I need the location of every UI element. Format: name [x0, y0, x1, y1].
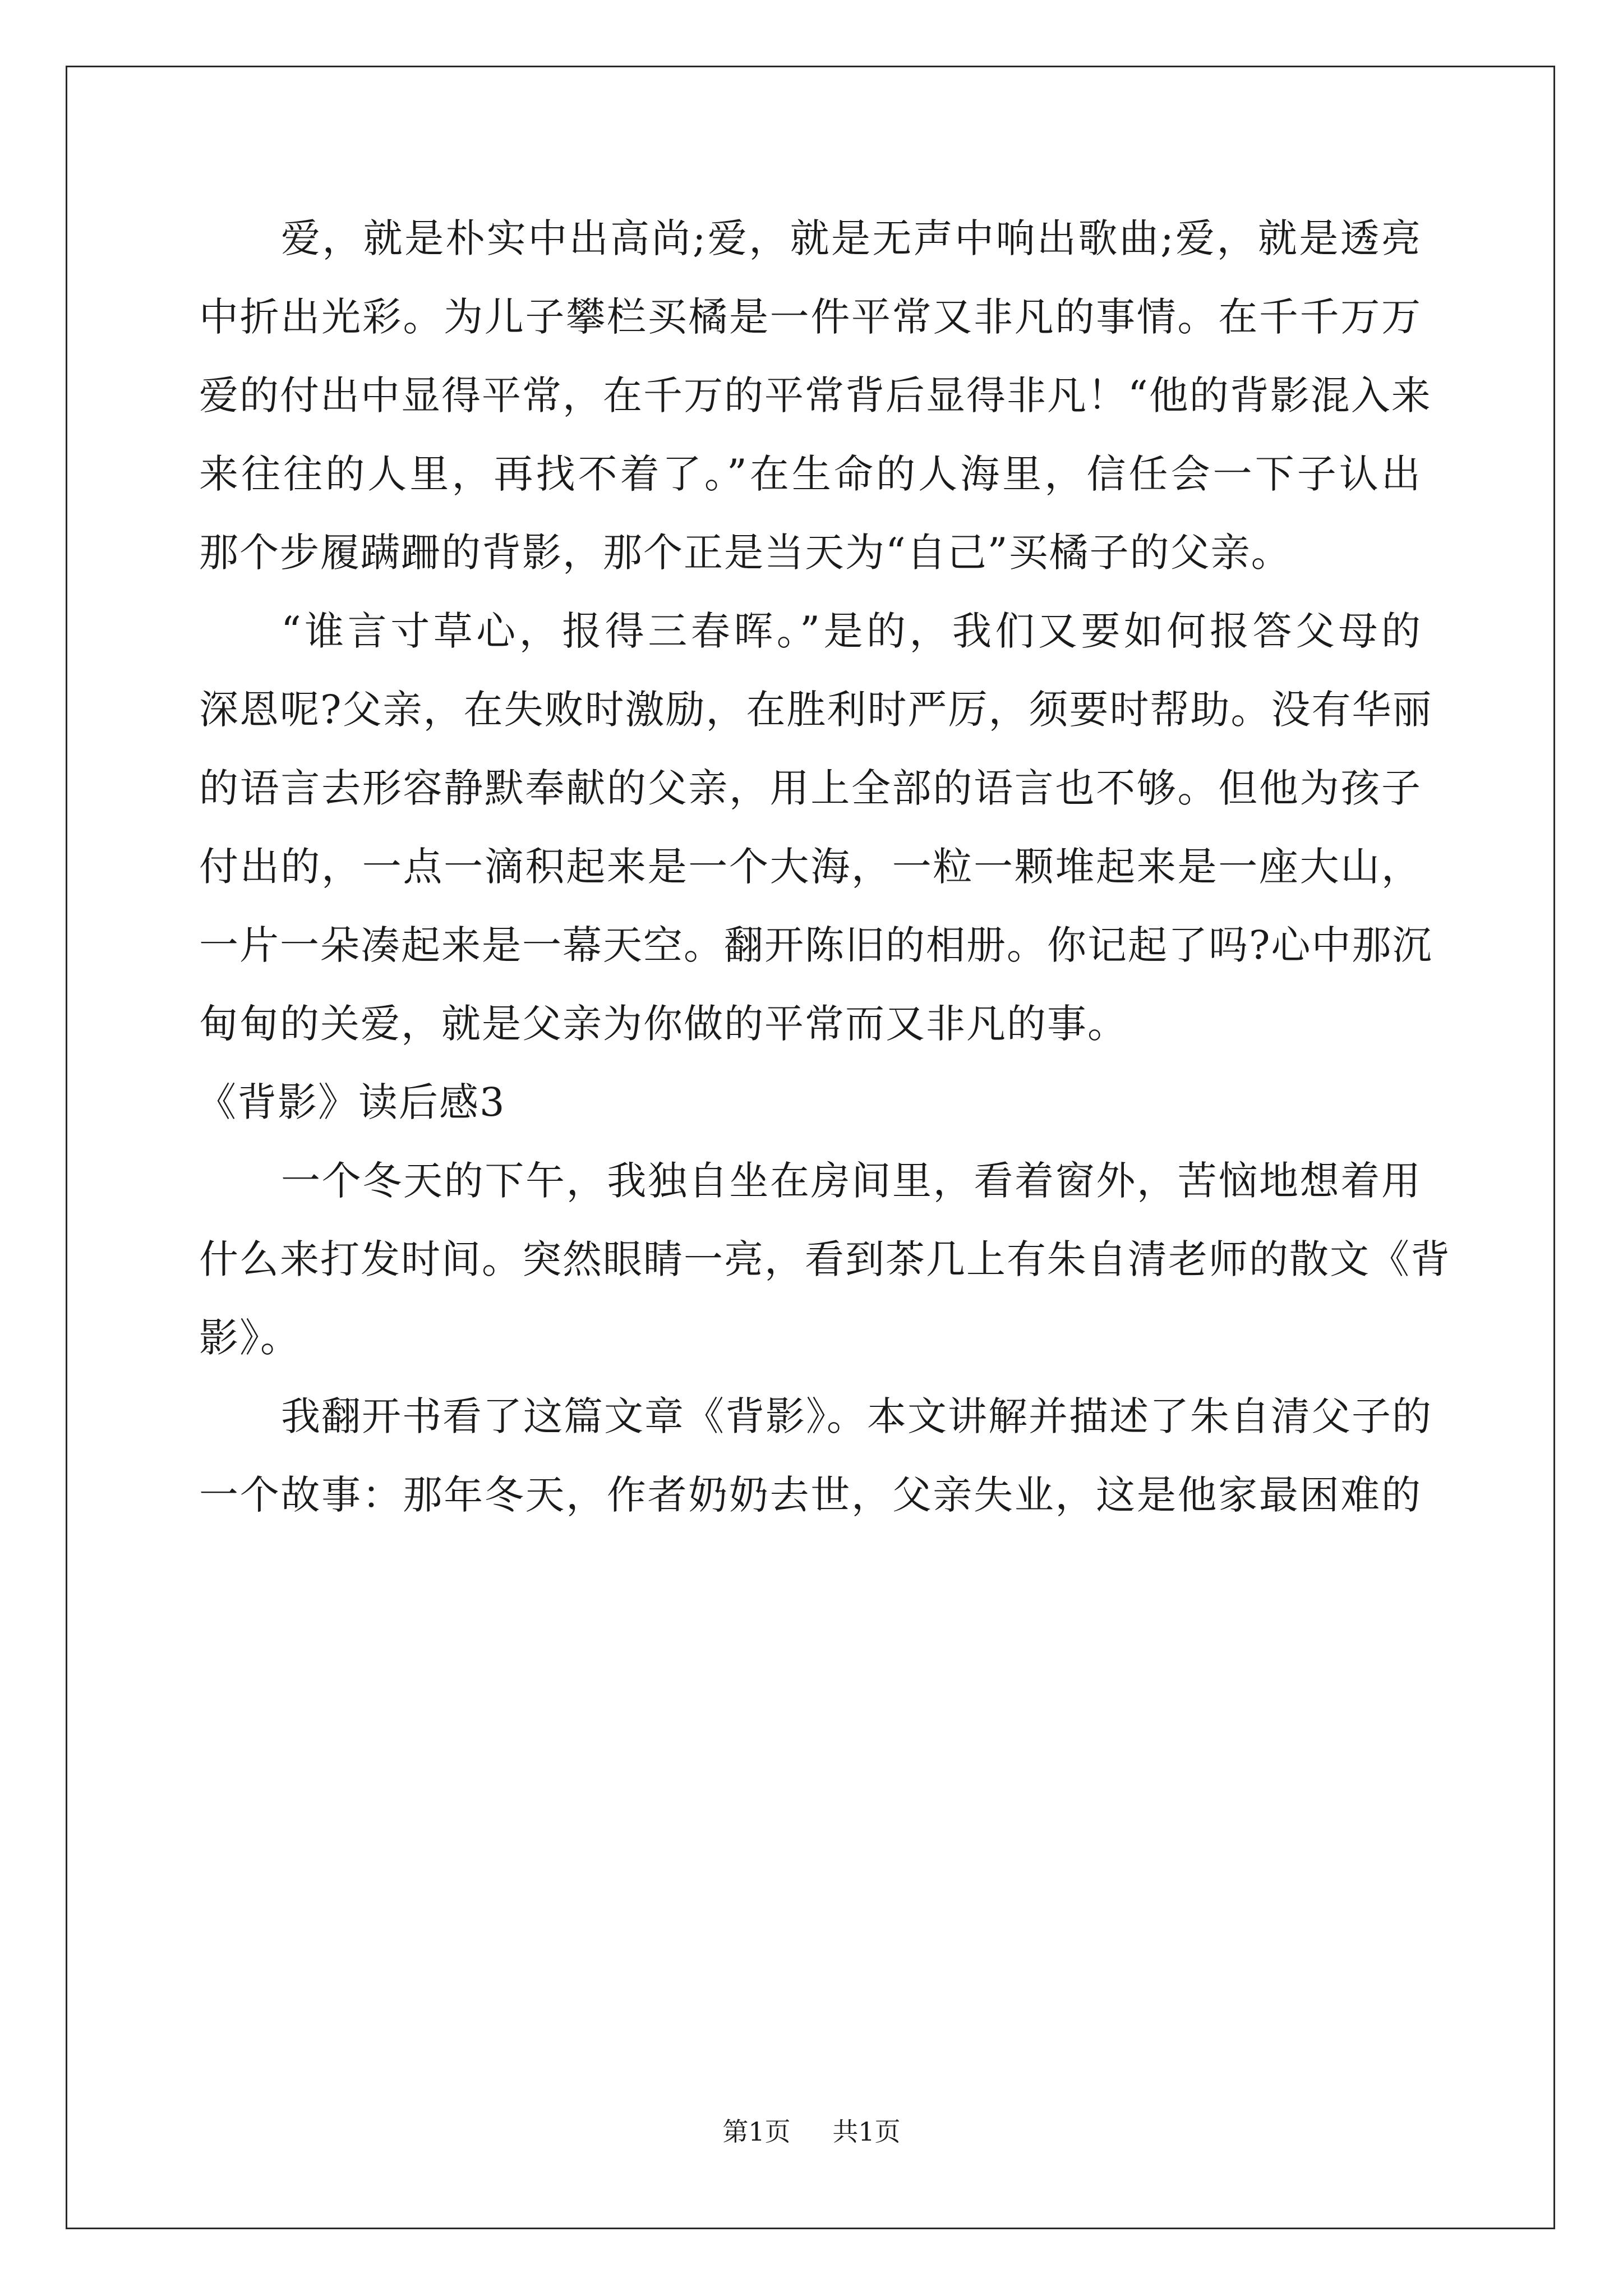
text-line: 付出的，一点一滴积起来是一个大海，一粒一颗堆起来是一座大山，	[199, 844, 1422, 890]
page-footer	[0, 2115, 1623, 2148]
text-line: 影》。	[199, 1315, 301, 1361]
paragraph	[199, 199, 1432, 592]
text-line: 爱，就是朴实中出高尚;爱，就是无声中响出歌曲;爱，就是透亮	[281, 215, 1422, 261]
paragraph	[199, 592, 1433, 1063]
section-heading: 《背影》读后感3	[197, 1079, 506, 1125]
page-total: 共1页	[832, 2116, 901, 2147]
text-line: 一个故事：那年冬天，作者奶奶去世，父亲失业，这是他家最困难的	[199, 1472, 1422, 1518]
text-line: 我翻开书看了这篇文章《背影》。本文讲解并描述了朱自清父子的	[281, 1393, 1432, 1439]
text-line: 什么来打发时间。突然眼睛一亮，看到茶几上有朱自清老师的散文《背	[199, 1236, 1451, 1282]
paragraph	[199, 1377, 1432, 1534]
text-line: 中折出光彩。为儿子攀栏买橘是一件平常又非凡的事情。在千千万万	[199, 294, 1422, 340]
text-line: 来往往的人里，再找不着了。”在生命的人海里，信任会一下子认出	[199, 451, 1422, 497]
text-line: “谁言寸草心，报得三春晖。”是的，我们又要如何报答父母的	[281, 608, 1422, 654]
text-line: 甸甸的关爱，就是父亲为你做的平常而又非凡的事。	[199, 1001, 1128, 1047]
page-number: 第1页	[722, 2116, 791, 2147]
text-line: 爱的付出中显得平常，在千万的平常背后显得非凡！“他的背影混入来	[199, 372, 1432, 418]
text-line: 那个步履蹒跚的背影，那个正是当天为“自己”买橘子的父亲。	[199, 530, 1292, 576]
text-line: 一片一朵凑起来是一幕天空。翻开陈旧的相册。你记起了吗?心中那沉	[199, 922, 1433, 968]
paragraph	[199, 1142, 1451, 1377]
text-line: 的语言去形容静默奉献的父亲，用上全部的语言也不够。但他为孩子	[199, 765, 1422, 811]
document-body	[197, 199, 1451, 1534]
text-line: 一个冬天的下午，我独自坐在房间里，看着窗外，苦恼地想着用	[281, 1158, 1422, 1204]
text-line: 深恩呢?父亲，在失败时激励，在胜利时严厉，须要时帮助。没有华丽	[199, 687, 1433, 733]
